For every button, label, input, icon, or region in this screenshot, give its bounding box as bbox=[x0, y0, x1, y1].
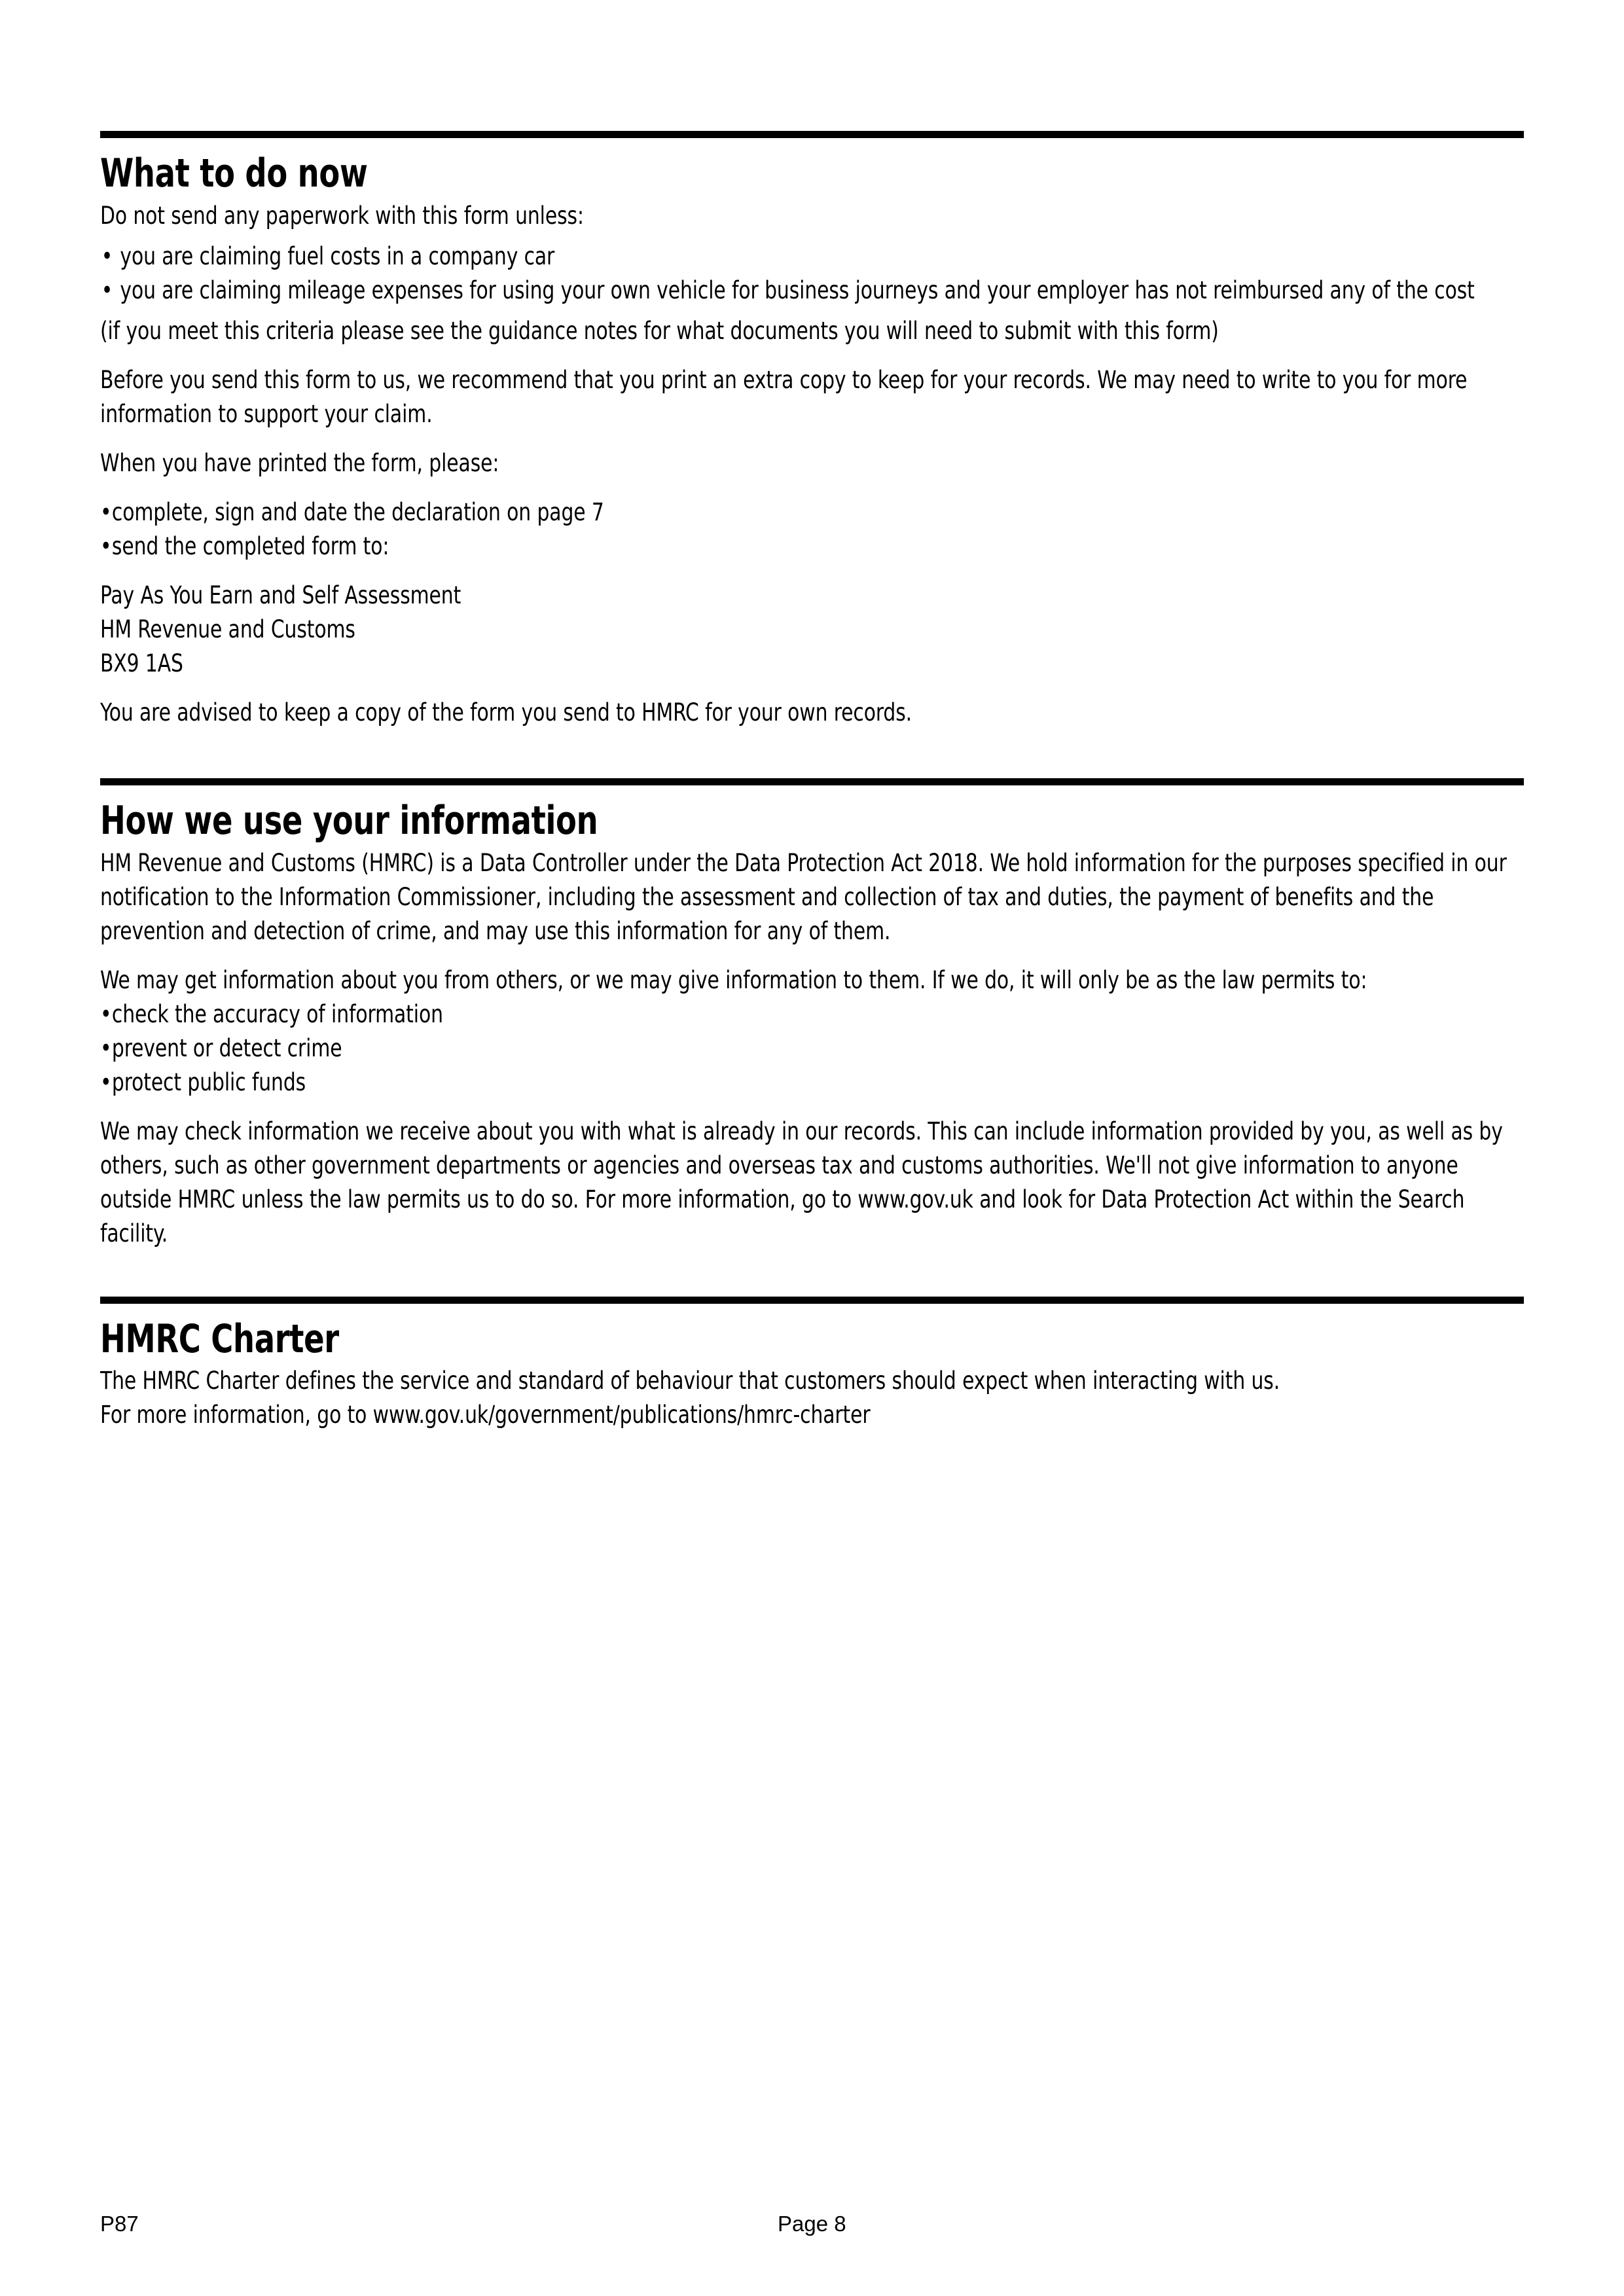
charter-description-line-1: The HMRC Charter defines the service and standard of behaviour that customers should expect when interacting with us. bbox=[100, 1367, 1280, 1395]
section-rule-how-we-use-your-information bbox=[100, 778, 1524, 785]
page-footer bbox=[100, 2211, 1524, 2244]
keep-copy-paragraph: You are advised to keep a copy of the form you send to HMRC for your own records. bbox=[100, 698, 912, 726]
law-permits-list bbox=[100, 997, 1523, 1100]
section-rule-what-to-do-now bbox=[100, 131, 1524, 138]
address-line-3: BX9 1AS bbox=[100, 649, 183, 677]
document-content bbox=[100, 0, 1524, 1432]
list-item: • send the completed form to: bbox=[100, 529, 1523, 564]
list-item: • check the accuracy of information bbox=[100, 997, 1523, 1031]
data-controller-paragraph: HM Revenue and Customs (HMRC) is a Data Controller under the Data Protection Act 2018. We hold information for the purposes specified in our notification to the Information Commissioner, including the assessment and collection of tax and duties, the payment of benefits and the prevention and detection of crime, and may use this information for any of them. bbox=[100, 848, 1507, 945]
charter-description-line-2: For more information, go to www.gov.uk/government/publications/hmrc-charter bbox=[100, 1401, 871, 1429]
when-printed-paragraph: When you have printed the form, please: bbox=[100, 448, 499, 477]
list-item: • prevent or detect crime bbox=[100, 1031, 1523, 1066]
section-rule-hmrc-charter bbox=[100, 1297, 1524, 1304]
paperwork-exception-list bbox=[100, 240, 1523, 308]
address-line-1: Pay As You Earn and Self Assessment bbox=[100, 581, 461, 609]
list-item: • you are claiming mileage expenses for using your own vehicle for business journeys and your employer has not reimbursed any of the cost bbox=[100, 274, 1523, 308]
address-line-2: HM Revenue and Customs bbox=[100, 615, 355, 643]
footer-page-number: Page 8 bbox=[778, 2212, 846, 2236]
print-extra-copy-paragraph: Before you send this form to us, we recommend that you print an extra copy to keep for your records. We may need to write to you for more information to support your claim. bbox=[100, 365, 1468, 428]
get-information-paragraph: We may get information about you from others, or we may give information to them. If we do, it will only be as the law permits to: bbox=[100, 965, 1367, 994]
page-title-how-we-use-your-information: How we use your information bbox=[100, 797, 598, 844]
list-item: • complete, sign and date the declaration on page 7 bbox=[100, 495, 1523, 529]
action-list bbox=[100, 495, 1523, 564]
list-item: • you are claiming fuel costs in a company car bbox=[100, 240, 1523, 274]
page-title-what-to-do-now: What to do now bbox=[100, 151, 368, 196]
guidance-notes-note: (if you meet this criteria please see the guidance notes for what documents you will need to submit with this form) bbox=[100, 316, 1219, 345]
intro-do-not-send-paperwork: Do not send any paperwork with this form unless: bbox=[100, 201, 584, 230]
check-information-paragraph: We may check information we receive about you with what is already in our records. This can include information provided by you, as well as by others, such as other government departments or agencies and overseas tax and customs authorities. We'll not give information to anyone outside HMRC unless the law permits us to do so. For more information, go to www.gov.uk and look for Data Protection Act within the Search facility. bbox=[100, 1117, 1503, 1247]
footer-form-code: P87 bbox=[100, 2212, 139, 2236]
page-title-hmrc-charter: HMRC Charter bbox=[100, 1316, 339, 1362]
list-item: • protect public funds bbox=[100, 1066, 1523, 1100]
